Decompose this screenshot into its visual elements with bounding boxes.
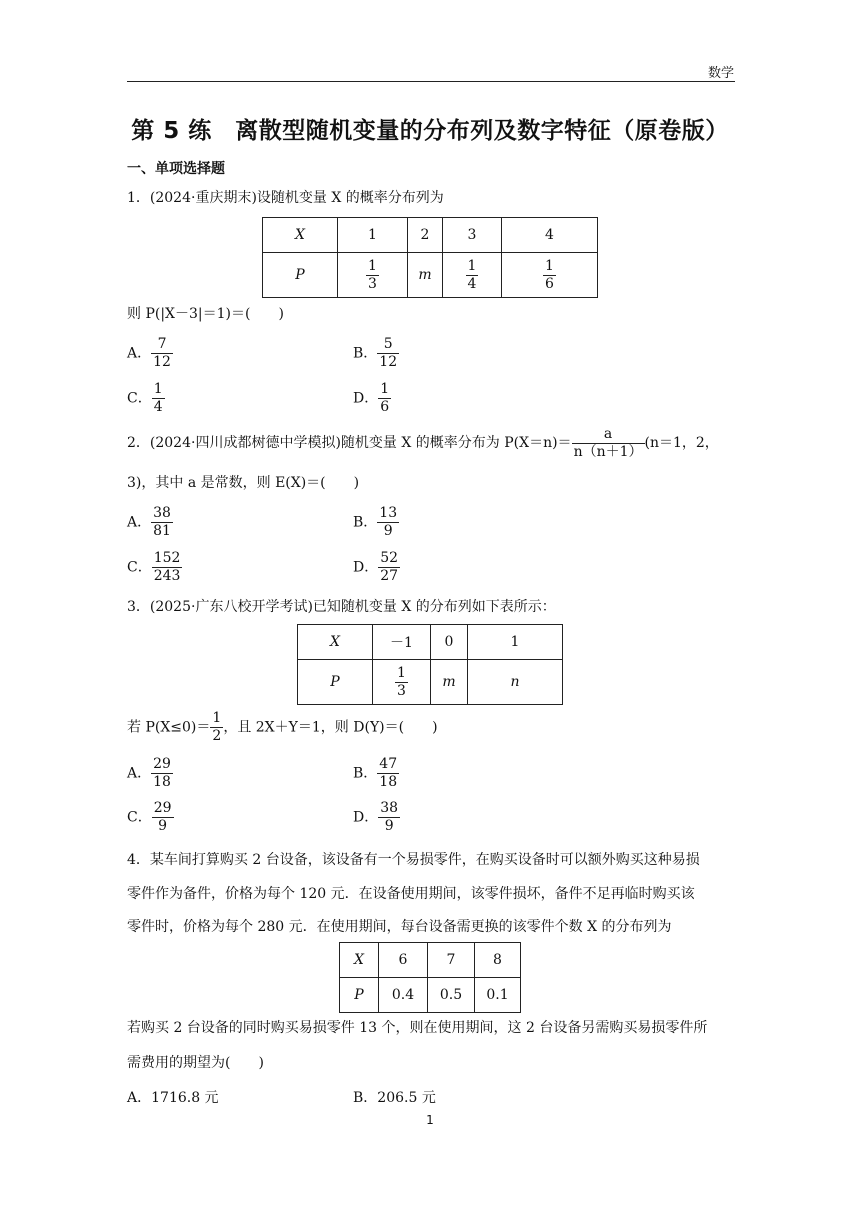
q3-t-v2: 0 [431, 625, 468, 660]
q1-ask: 则 P(|X－3|＝1)＝( ) [127, 306, 284, 322]
q2-option-d[interactable]: D． $\frac{52}{27}$ [353, 550, 399, 584]
q4-line3: 零件时，价格为每个 280 元．在使用期间，每台设备需更换的该零件个数 X 的分布列为 [127, 919, 672, 935]
q1-t-v4: 4 [502, 218, 598, 253]
q2-option-c[interactable]: C． $\frac{152}{243}$ [127, 550, 181, 584]
q3-table [297, 624, 563, 705]
q4-t-p: P [354, 987, 364, 1003]
q1-table [262, 217, 598, 298]
q1-t-p: P [295, 267, 305, 283]
q4-t-p2: 0.5 [428, 978, 475, 1013]
q1-t-p4: $\frac{1}{6}$ [545, 257, 554, 292]
q4-t-p1: 0.4 [379, 978, 428, 1013]
q3-t-v3: 1 [468, 625, 563, 660]
q1-t-v2: 2 [408, 218, 443, 253]
q1-t-v3: 3 [443, 218, 502, 253]
q1-option-a[interactable]: A． $\frac{7}{12}$ [127, 336, 171, 370]
q4-t-v3: 8 [475, 943, 521, 978]
q1-t-v1: 1 [338, 218, 408, 253]
q3-t-x: X [330, 634, 340, 650]
q4-t-v2: 7 [428, 943, 475, 978]
q1-t-p1: $\frac{1}{3}$ [368, 257, 377, 292]
q3-t-p3: n [510, 674, 520, 690]
q4-line5: 需费用的期望为( ) [127, 1055, 264, 1071]
q3-option-b[interactable]: B． $\frac{47}{18}$ [353, 756, 398, 790]
page-number: 1 [426, 1113, 434, 1127]
header-subject: 数学 [707, 66, 734, 81]
q4-t-x: X [354, 952, 364, 968]
q3-t-p: P [330, 674, 340, 690]
q1-t-p2: m [418, 267, 432, 283]
q4-t-v1: 6 [379, 943, 428, 978]
q1-t-p3: $\frac{1}{4}$ [467, 257, 477, 292]
q4-option-a[interactable]: A．1716.8 元 [127, 1090, 219, 1106]
q1-option-c[interactable]: C． $\frac{1}{4}$ [127, 381, 163, 415]
q3-stem: 3．(2025·广东八校开学考试)已知随机变量 X 的分布列如下表所示： [127, 599, 556, 615]
q4-line2: 零件作为备件，价格为每个 120 元．在设备使用期间，该零件损坏，备件不足再临时购买该 [127, 886, 695, 902]
q3-option-d[interactable]: D． $\frac{38}{9}$ [353, 800, 399, 834]
q2-option-b[interactable]: B． $\frac{13}{9}$ [353, 505, 398, 539]
q4-option-b[interactable]: B．206.5 元 [353, 1090, 436, 1106]
q1-t-x: X [295, 227, 305, 243]
q1-stem: 1．(2024·重庆期末)设随机变量 X 的概率分布列为 [127, 190, 444, 206]
q1-option-d[interactable]: D． $\frac{1}{6}$ [353, 381, 390, 415]
q4-table [339, 942, 521, 1013]
page-title: 第 5 练 离散型随机变量的分布列及数字特征（原卷版） [131, 118, 729, 144]
q4-line1: 4．某车间打算购买 2 台设备，该设备有一个易损零件，在购买设备时可以额外购买这种易损 [127, 852, 700, 868]
q3-condition: 若 P(X≤0)＝ $\frac{1}{2}$ ，且 2X＋Y＝1，则 D(Y)＝( ) [127, 710, 438, 744]
header-rule [127, 81, 735, 82]
q3-t-p1: $\frac{1}{3}$ [397, 664, 406, 699]
q2-line2: 3)，其中 a 是常数，则 E(X)＝( ) [127, 475, 360, 491]
q1-option-b[interactable]: B． $\frac{5}{12}$ [353, 336, 398, 370]
q3-t-p2: m [442, 674, 456, 690]
q4-t-p3: 0.1 [475, 978, 521, 1013]
q2-option-a[interactable]: A． $\frac{38}{81}$ [127, 505, 171, 539]
q3-option-c[interactable]: C． $\frac{29}{9}$ [127, 800, 172, 834]
q4-line4: 若购买 2 台设备的同时购买易损零件 13 个，则在使用期间，这 2 台设备另需购买易损零件所 [127, 1020, 708, 1036]
q3-option-a[interactable]: A． $\frac{29}{18}$ [127, 756, 171, 790]
section-heading: 一、单项选择题 [127, 161, 225, 177]
q3-t-v1: －1 [373, 625, 431, 660]
q2-stem: 2．(2024·四川成都树德中学模拟)随机变量 X 的概率分布为 P(X＝n)＝ $\frac{a}{n(n+1)}$ (n＝1，2， [127, 425, 719, 460]
